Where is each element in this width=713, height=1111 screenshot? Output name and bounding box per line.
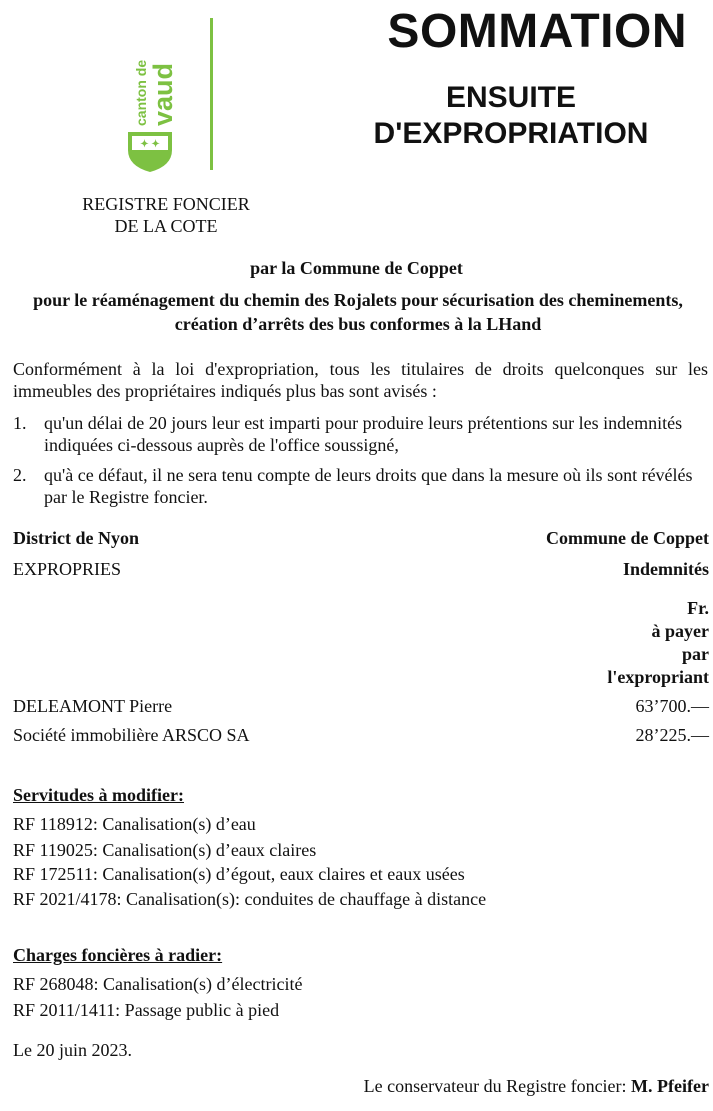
expropriated-header: EXPROPRIES bbox=[13, 559, 122, 579]
indemnity-amount: 63’700.— bbox=[635, 696, 709, 716]
amount-header bbox=[607, 597, 709, 689]
notice-item bbox=[13, 412, 710, 456]
owner-name: DELEAMONT Pierre bbox=[13, 696, 173, 716]
legal-notice: Conformément à la loi d'expropriation, tous les titulaires de droits quelconques sur les immeubles des propriétaires indiqués plus bas sont avisés : bbox=[13, 359, 708, 401]
commune-label: Commune de Coppet bbox=[545, 528, 709, 548]
logo-text-canton: canton de bbox=[133, 59, 149, 126]
signature bbox=[364, 1076, 709, 1097]
charges-title: Charges foncières à radier: bbox=[13, 945, 223, 965]
subtitle-line-2: D'EXPROPRIATION bbox=[373, 117, 649, 150]
notice-items bbox=[13, 412, 710, 516]
registry-line-2: DE LA COTE bbox=[114, 216, 218, 236]
registry-line-1: REGISTRE FONCIER bbox=[82, 194, 250, 214]
registry-name bbox=[40, 193, 292, 237]
signature-label: Le conservateur du Registre foncier: bbox=[363, 1076, 627, 1096]
charge-item: RF 2011/1411: Passage public à pied bbox=[13, 1000, 280, 1020]
canton-vaud-logo bbox=[124, 14, 176, 174]
servitude-item: RF 119025: Canalisation(s) d’eaux claires bbox=[13, 840, 317, 860]
district-label: District de Nyon bbox=[13, 528, 139, 548]
servitude-item: RF 118912: Canalisation(s) d’eau bbox=[13, 814, 256, 834]
document-title: SOMMATION bbox=[387, 5, 687, 58]
notice-date: Le 20 juin 2023. bbox=[13, 1040, 132, 1060]
header-divider bbox=[210, 18, 213, 170]
expropriating-commune: par la Commune de Coppet bbox=[250, 258, 463, 278]
indemnity-amount: 28’225.— bbox=[635, 725, 709, 745]
indemnities-header: Indemnités bbox=[622, 559, 709, 579]
signature-name: M. Pfeifer bbox=[631, 1076, 709, 1096]
notice-item-text: qu'un délai de 20 jours leur est imparti pour produire leurs prétentions sur les indemnités indiquées ci-dessous auprès de l'office soussigné, bbox=[44, 413, 683, 455]
notice-item-number: 1. bbox=[13, 413, 27, 433]
notice-item bbox=[13, 464, 710, 508]
amount-header-line: Fr. bbox=[687, 598, 709, 618]
servitude-item: RF 2021/4178: Canalisation(s): conduites de chauffage à distance bbox=[13, 889, 487, 909]
amount-header-line: l'expropriant bbox=[607, 667, 709, 687]
notice-item-text: qu'à ce défaut, il ne sera tenu compte de leurs droits que dans la mesure où ils sont révélés par le Registre foncier. bbox=[44, 465, 693, 507]
charge-item: RF 268048: Canalisation(s) d’électricité bbox=[13, 974, 303, 994]
subtitle-line-1: ENSUITE bbox=[445, 81, 577, 114]
project-description: pour le réaménagement du chemin des Rojalets pour sécurisation des cheminements, création d’arrêts des bus conformes à la LHand bbox=[33, 290, 683, 334]
document-subtitle bbox=[341, 80, 681, 152]
servitude-item: RF 172511: Canalisation(s) d’égout, eaux claires et eaux usées bbox=[13, 864, 465, 884]
amount-header-line: à payer bbox=[651, 621, 709, 641]
servitudes-title: Servitudes à modifier: bbox=[13, 785, 184, 805]
logo-text-vaud: vaud bbox=[148, 62, 176, 126]
notice-item-number: 2. bbox=[13, 465, 27, 485]
amount-header-line: par bbox=[682, 644, 709, 664]
svg-text:✦ ✦: ✦ ✦ bbox=[140, 139, 160, 150]
owner-name: Société immobilière ARSCO SA bbox=[13, 725, 250, 745]
